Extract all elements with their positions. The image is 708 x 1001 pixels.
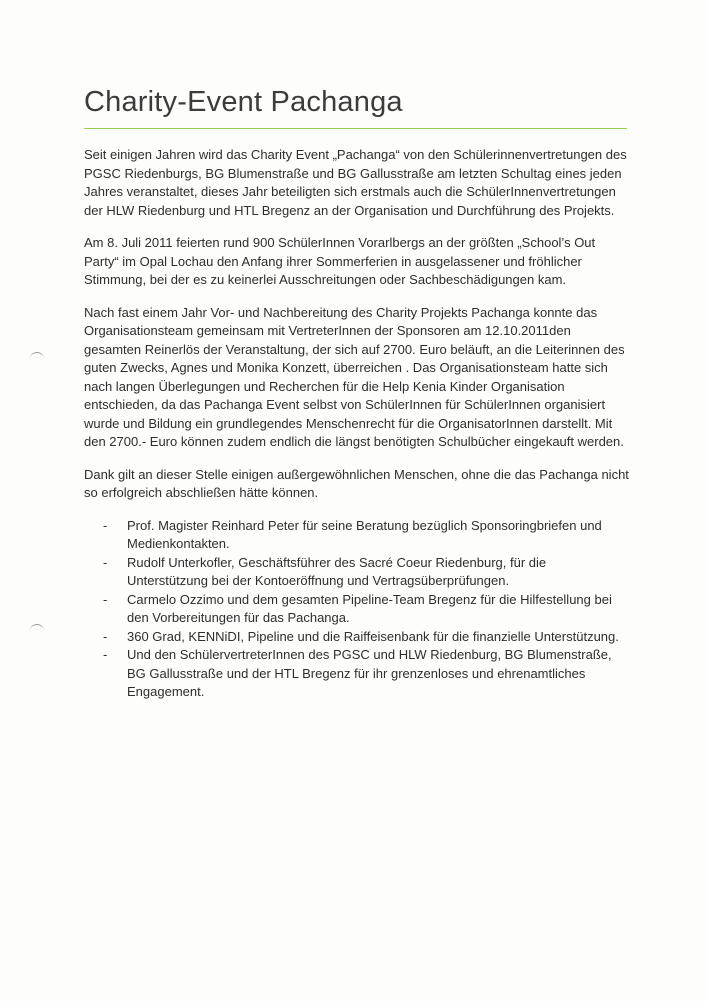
document-body [84,146,629,702]
list-item [84,517,629,554]
list-item-text: Und den SchülervertreterInnen des PGSC und HLW Riedenburg, BG Blumenstraße, BG Gallusstraße und der HTL Bregenz für ihr grenzenloses und ehrenamtliches Engagement. [127,647,612,699]
paragraph-party: Am 8. Juli 2011 feierten rund 900 SchülerInnen Vorarlbergs an der größten „School’s Out Party“ im Opal Lochau den Anfang ihrer Sommerferien in ausgelassener und fröhlicher Stimmung, bei der es zu keinerlei Ausschreitungen oder Sachbeschädigungen kam. [84,235,596,287]
bullet-dash: - [103,647,108,662]
thanks-list [84,517,629,702]
list-item [84,591,629,628]
list-item [84,646,629,702]
document-title: Charity-Event Pachanga [84,86,403,118]
list-item-text: Prof. Magister Reinhard Peter für seine Beratung bezüglich Sponsoringbriefen und Medienkontakten. [127,517,602,551]
list-item-text: Rudolf Unterkofler, Geschäftsführer des Sacré Coeur Riedenburg, für die Unterstützung bei der Kontoeröffnung und Vertragsüberprüfungen. [127,554,547,588]
paragraph-donation: Nach fast einem Jahr Vor- und Nachbereitung des Charity Projekts Pachanga konnte das Organisationsteam gemeinsam mit VertreterInnen der Sponsoren am 12.10.2011den gesamten Reinerlös der Veranstaltung, der sich auf 2700. Euro beläuft, an die Leiterinnen des guten Zwecks, Agnes und Monika Konzett, überreichen . Das Organisationsteam hatte sich nach langen Überlegungen und Recherchen für die Help Kenia Kinder Organisation entschieden, da das Pachanga Event selbst von SchülerInnen für SchülerInnen organisiert wurde und Bildung ein grundlegendes Menschenrecht für die OrganisatorInnen darstellt. Mit den 2700.- Euro können zudem endlich die längst benötigten Schulbücher eingekauft werden. [84,304,625,449]
list-item-text: 360 Grad, KENNiDI, Pipeline und die Raiffeisenbank für die finanzielle Unterstützung. [127,628,619,644]
bullet-dash: - [103,554,108,570]
paragraph-intro: Seit einigen Jahren wird das Charity Event „Pachanga“ von den Schülerinnenvertretungen des PGSC Riedenburgs, BG Blumenstraße und BG Gallusstraße am letzten Schultag eines jeden Jahres veranstaltet, dieses Jahr beteiligten sich erstmals auch die SchülerInnenvertretungen der HLW Riedenburg und HTL Bregenz an der Organisation und Durchführung des Projekts. [84,147,627,218]
paragraph-thanks: Dank gilt an dieser Stelle einigen außergewöhnlichen Menschen, ohne die das Pachanga nicht so erfolgreich abschließen hätte können. [84,466,629,500]
punch-hole-mark-top [30,352,44,361]
title-divider [84,128,627,129]
list-item-text: Carmelo Ozzimo und dem gesamten Pipeline-Team Bregenz für die Hilfestellung bei den Vorbereitungen für das Pachanga. [127,591,612,625]
list-item [84,554,629,591]
bullet-dash: - [103,591,108,607]
list-item [84,628,629,647]
bullet-dash: - [103,517,108,533]
punch-hole-mark-bottom [30,624,44,633]
bullet-dash: - [103,628,108,644]
